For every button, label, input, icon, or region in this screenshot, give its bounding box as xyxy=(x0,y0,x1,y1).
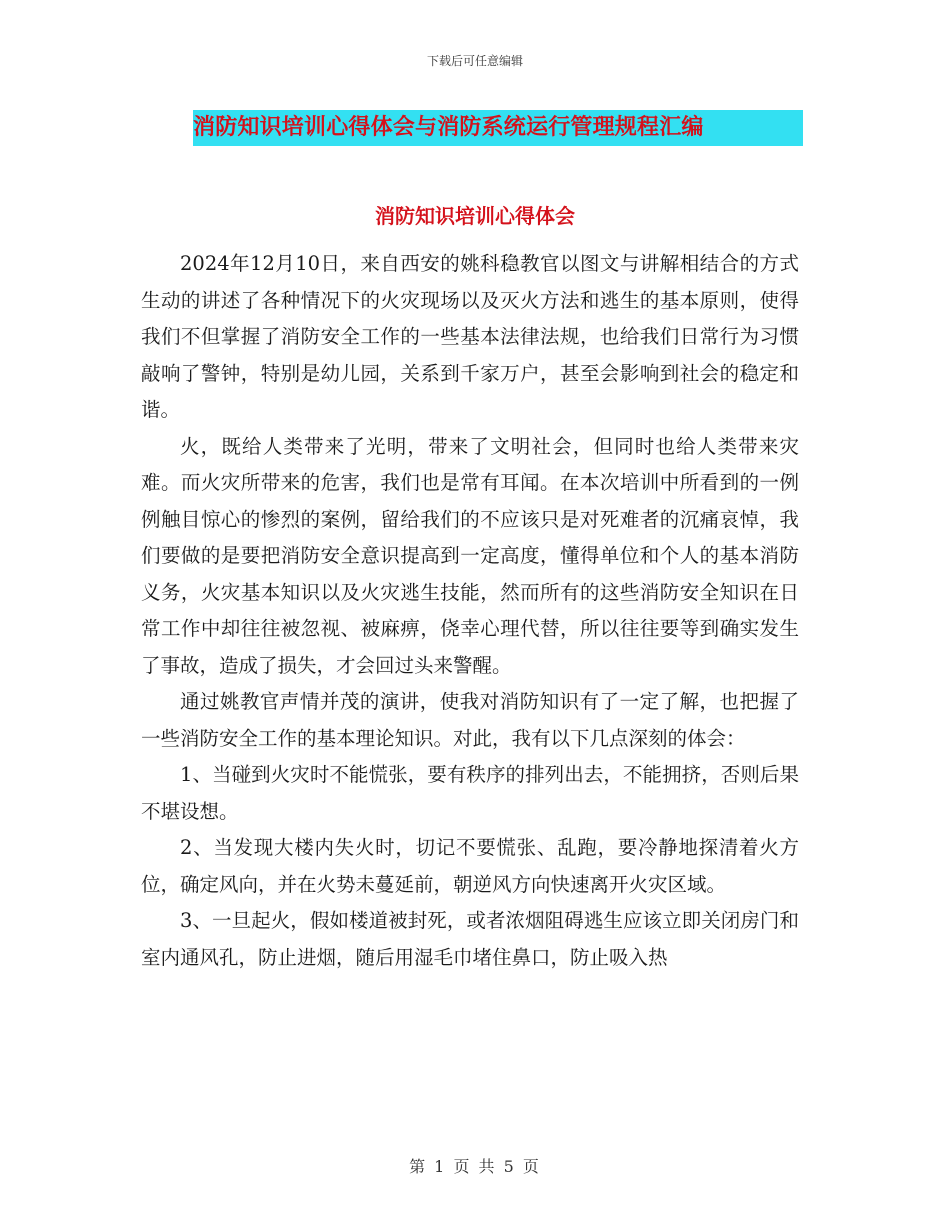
paragraph: 2024年12月10日，来自西安的姚科稳教官以图文与讲解相结合的方式生动的讲述了各种情况下的火灾现场以及灭火方法和逃生的基本原则，使得我们不但掌握了消防安全工作的一些基本法律法规，也给我们日常行为习惯敲响了警钟，特别是幼儿园，关系到千家万户，甚至会影响到社会的稳定和谐。 xyxy=(141,252,799,421)
document-title: 消防知识培训心得体会与消防系统运行管理规程汇编 xyxy=(193,115,704,140)
paragraph: 1、当碰到火灾时不能慌张，要有秩序的排列出去，不能拥挤，否则后果不堪设想。 xyxy=(141,763,799,823)
paragraph: 3、一旦起火，假如楼道被封死，或者浓烟阻碍逃生应该立即关闭房门和室内通风孔，防止进烟，随后用湿毛巾堵住鼻口，防止吸入热 xyxy=(141,909,799,969)
page-header-note: 下载后可任意编辑 xyxy=(426,54,523,68)
document-title-highlight xyxy=(193,110,803,146)
paragraph: 2、当发现大楼内失火时，切记不要慌张、乱跑，要冷静地探清着火方位，确定风向，并在火势未蔓延前，朝逆风方向快速离开火灾区域。 xyxy=(141,836,799,896)
paragraph: 通过姚教官声情并茂的演讲，使我对消防知识有了一定了解，也把握了一些消防安全工作的基本理论知识。对此，我有以下几点深刻的体会： xyxy=(141,690,799,750)
body-text xyxy=(141,246,799,976)
paragraph: 火，既给人类带来了光明，带来了文明社会，但同时也给人类带来灾难。而火灾所带来的危害，我们也是常有耳闻。在本次培训中所看到的一例例触目惊心的惨烈的案例，留给我们的不应该只是对死难者的沉痛哀悼，我们要做的是要把消防安全意识提高到一定高度，懂得单位和个人的基本消防义务，火灾基本知识以及火灾逃生技能，然而所有的这些消防安全知识在日常工作中却往往被忽视、被麻痹，侥幸心理代替，所以往往要等到确实发生了事故，造成了损失，才会回过头来警醒。 xyxy=(141,434,799,677)
section-title: 消防知识培训心得体会 xyxy=(375,204,575,228)
page-number-footer: 第 1 页 共 5 页 xyxy=(409,1157,541,1176)
